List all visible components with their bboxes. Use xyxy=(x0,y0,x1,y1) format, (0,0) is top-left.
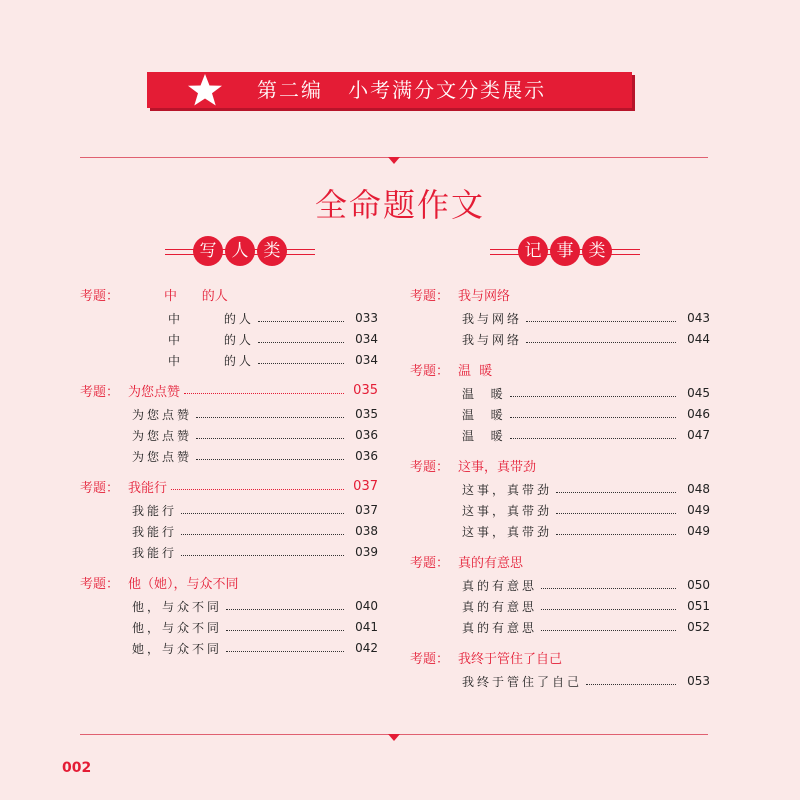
topic-title: 我与网络 xyxy=(458,288,511,304)
leader-dots xyxy=(226,609,344,610)
category-char: 人 xyxy=(225,236,255,266)
toc-entry[interactable] xyxy=(132,618,378,636)
leader-dots xyxy=(196,417,344,418)
toc-topic[interactable] xyxy=(80,381,378,399)
toc-entry[interactable] xyxy=(462,480,710,498)
toc-entry[interactable] xyxy=(132,543,378,561)
leader-dots xyxy=(586,684,676,685)
leader-dots xyxy=(196,459,344,460)
entry-page: 052 xyxy=(687,620,710,634)
topic-title: 我能行 xyxy=(128,480,168,496)
category-char: 类 xyxy=(257,236,287,266)
entry-page: 045 xyxy=(687,386,710,400)
leader-dots xyxy=(171,489,344,490)
topic-label: 考题： xyxy=(80,288,120,304)
entry-page: 040 xyxy=(355,599,378,613)
category-char: 记 xyxy=(518,236,548,266)
toc-entry[interactable] xyxy=(132,405,378,423)
entry-title: 为您点赞 xyxy=(132,407,193,422)
leader-dots xyxy=(526,321,676,322)
entry-page: 048 xyxy=(687,482,710,496)
entry-title: 我终于管住了自己 xyxy=(462,674,583,689)
entry-page: 049 xyxy=(687,503,710,517)
toc-entry[interactable] xyxy=(462,405,710,423)
entry-page: 050 xyxy=(687,578,710,592)
entry-page: 034 xyxy=(355,353,378,367)
toc-entry[interactable] xyxy=(462,672,710,690)
toc-entry[interactable] xyxy=(168,309,378,327)
entry-page: 046 xyxy=(687,407,710,421)
section-title: 第二编 小考满分文分类展示 xyxy=(257,78,547,102)
entry-page: 053 xyxy=(687,674,710,688)
topic-title: 我终于管住了自己 xyxy=(458,651,563,667)
topic-page: 037 xyxy=(353,478,378,494)
toc-topic[interactable] xyxy=(410,456,710,474)
topic-label: 考题： xyxy=(410,555,450,571)
page-title: 全命题作文 xyxy=(314,186,485,224)
leader-dots xyxy=(258,363,344,364)
category-header-left xyxy=(165,234,315,268)
entry-title: 她，与众不同 xyxy=(132,641,223,656)
entry-page: 051 xyxy=(687,599,710,613)
toc-entry[interactable] xyxy=(132,447,378,465)
leader-dots xyxy=(184,393,344,394)
category-char: 写 xyxy=(193,236,223,266)
entry-title: 为您点赞 xyxy=(132,428,193,443)
toc-entry[interactable] xyxy=(462,522,710,540)
leader-dots xyxy=(196,438,344,439)
entry-page: 033 xyxy=(355,311,378,325)
category-char: 事 xyxy=(550,236,580,266)
leader-dots xyxy=(181,513,344,514)
topic-title: 中 的人 xyxy=(164,288,228,304)
entry-page: 035 xyxy=(355,407,378,421)
toc-entry[interactable] xyxy=(132,597,378,615)
toc-entry[interactable] xyxy=(462,576,710,594)
toc-topic[interactable] xyxy=(80,573,378,591)
topic-title: 真的有意思 xyxy=(458,555,524,571)
toc-topic[interactable] xyxy=(80,477,378,495)
leader-dots xyxy=(181,555,344,556)
toc-entry[interactable] xyxy=(462,330,710,348)
leader-dots xyxy=(258,342,344,343)
entry-page: 036 xyxy=(355,428,378,442)
leader-dots xyxy=(181,534,344,535)
entry-title: 真的有意思 xyxy=(462,620,538,635)
entry-page: 047 xyxy=(687,428,710,442)
entry-title: 他，与众不同 xyxy=(132,599,223,614)
toc-entry[interactable] xyxy=(168,351,378,369)
entry-title: 这事，真带劲 xyxy=(462,482,553,497)
entry-title: 我与网络 xyxy=(462,311,523,326)
entry-title: 中 的人 xyxy=(168,311,254,326)
leader-dots xyxy=(556,513,676,514)
topic-label: 考题： xyxy=(410,288,450,304)
leader-dots xyxy=(226,630,344,631)
topic-label: 考题： xyxy=(80,384,120,400)
toc-topic[interactable] xyxy=(410,360,710,378)
leader-dots xyxy=(510,396,676,397)
entry-page: 041 xyxy=(355,620,378,634)
leader-dots xyxy=(526,342,676,343)
toc-entry[interactable] xyxy=(132,639,378,657)
toc-topic[interactable] xyxy=(410,552,710,570)
toc-entry[interactable] xyxy=(132,522,378,540)
toc-entry[interactable] xyxy=(132,501,378,519)
entry-title: 我能行 xyxy=(132,503,178,518)
toc-topic[interactable] xyxy=(410,648,710,666)
topic-label: 考题： xyxy=(80,480,120,496)
entry-title: 我与网络 xyxy=(462,332,523,347)
leader-dots xyxy=(258,321,344,322)
topic-label: 考题： xyxy=(410,459,450,475)
entry-title: 温 暖 xyxy=(462,428,506,443)
divider-marker xyxy=(388,734,400,741)
entry-page: 042 xyxy=(355,641,378,655)
entry-title: 我能行 xyxy=(132,524,178,539)
topic-label: 考题： xyxy=(410,363,450,379)
section-banner xyxy=(147,72,632,108)
star-icon xyxy=(185,72,225,108)
entry-page: 049 xyxy=(687,524,710,538)
entry-page: 036 xyxy=(355,449,378,463)
page-number: 002 xyxy=(62,760,92,776)
topic-title: 这事，真带劲 xyxy=(458,459,537,475)
topic-page: 035 xyxy=(353,382,378,398)
leader-dots xyxy=(541,609,676,610)
entry-page: 037 xyxy=(355,503,378,517)
leader-dots xyxy=(226,651,344,652)
leader-dots xyxy=(510,438,676,439)
leader-dots xyxy=(556,492,676,493)
category-char: 类 xyxy=(582,236,612,266)
entry-page: 043 xyxy=(687,311,710,325)
toc-entry[interactable] xyxy=(168,330,378,348)
leader-dots xyxy=(556,534,676,535)
toc-topic[interactable] xyxy=(410,285,710,303)
entry-title: 中 的人 xyxy=(168,332,254,347)
entry-page: 044 xyxy=(687,332,710,346)
leader-dots xyxy=(510,417,676,418)
leader-dots xyxy=(541,588,676,589)
entry-title: 这事，真带劲 xyxy=(462,524,553,539)
toc-entry[interactable] xyxy=(462,309,710,327)
topic-label: 考题： xyxy=(410,651,450,667)
entry-title: 温 暖 xyxy=(462,386,506,401)
entry-title: 真的有意思 xyxy=(462,599,538,614)
toc-entry[interactable] xyxy=(132,426,378,444)
leader-dots xyxy=(541,630,676,631)
entry-title: 为您点赞 xyxy=(132,449,193,464)
entry-title: 中 的人 xyxy=(168,353,254,368)
topic-label: 考题： xyxy=(80,576,120,592)
topic-title: 温 暖 xyxy=(458,363,493,379)
toc-topic[interactable] xyxy=(80,285,378,303)
toc-entry[interactable] xyxy=(462,426,710,444)
entry-title: 温 暖 xyxy=(462,407,506,422)
entry-page: 034 xyxy=(355,332,378,346)
toc-entry[interactable] xyxy=(462,384,710,402)
entry-title: 真的有意思 xyxy=(462,578,538,593)
category-header-right xyxy=(490,234,640,268)
entry-page: 038 xyxy=(355,524,378,538)
toc-entry[interactable] xyxy=(462,597,710,615)
entry-title: 他，与众不同 xyxy=(132,620,223,635)
entry-title: 这事，真带劲 xyxy=(462,503,553,518)
entry-title: 我能行 xyxy=(132,545,178,560)
topic-title: 为您点赞 xyxy=(128,384,181,400)
topic-title: 他（她），与众不同 xyxy=(128,576,239,592)
divider-marker xyxy=(388,157,400,164)
entry-page: 039 xyxy=(355,545,378,559)
toc-entry[interactable] xyxy=(462,501,710,519)
toc-entry[interactable] xyxy=(462,618,710,636)
